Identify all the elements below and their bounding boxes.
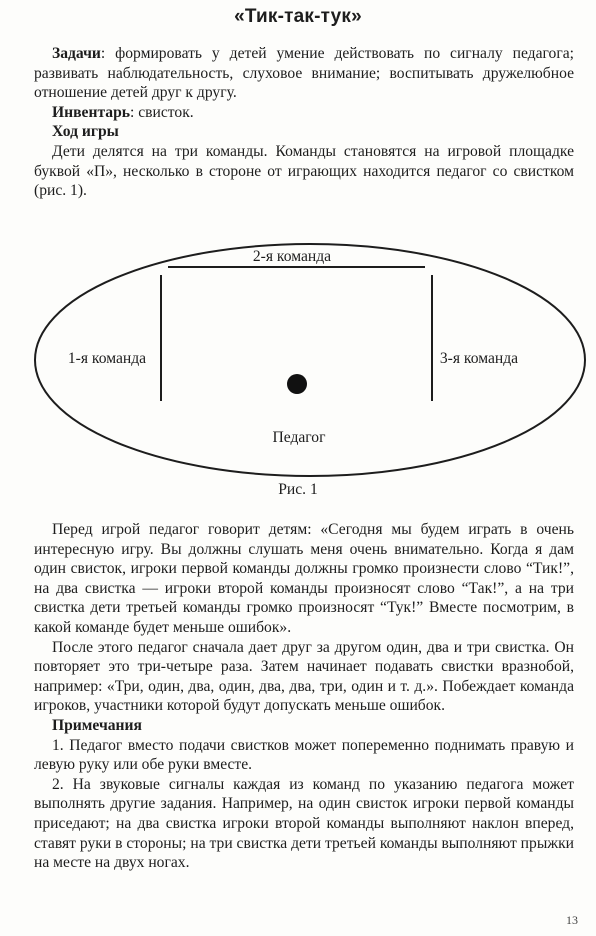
tasks-text: : формировать у детей умение действовать по сигналу педагога; развивать наблюдательность, слуховое внимание; воспитывать дружелюбное отношение детей друг к другу. <box>34 45 574 102</box>
field-diagram <box>30 220 590 520</box>
paragraph-1: Перед игрой педагог говорит детям: «Сегодня мы будем играть в очень интересную игру. Вы должны слушать меня очень внимательно. Когда я дам один свисток, игроки первой команды должны громко произнести слово “Тик!”, на два свистка — игроки второй команды произносят слово “Так!”, а на три свистка дети третьей команды громко произносят “Тук!” Вместе посмотрим, в какой команде будет меньше ошибок». <box>34 521 574 636</box>
inventory-label: Инвентарь <box>52 103 131 121</box>
teacher-label: Педагог <box>272 429 326 446</box>
team2-label: 2-я команда <box>252 248 332 265</box>
page-number: 13 <box>566 913 578 927</box>
tasks-paragraph <box>34 44 574 103</box>
note-1: 1. Педагог вместо подачи свистков может попеременно поднимать правую и левую руку или обе руки вместе. <box>34 736 574 774</box>
teacher-dot <box>287 374 307 394</box>
notes-heading: Примечания <box>52 716 142 734</box>
figure-caption: Рис. 1 <box>278 481 318 498</box>
note-2: 2. На звуковые сигналы каждая из команд по указанию педагога может выполнять другие задания. Например, на один свисток игроки первой команды приседают; на два свистка игроки второй команды выполняют наклон вперед, ставят руки в стороны; на три свистка дети третьей команды выполняют прыжки на месте на двух ногах. <box>34 775 574 872</box>
paragraph-2: После этого педагог сначала дает друг за другом один, два и три свистка. Он повторяет это три-четыре раза. Затем начинает подавать свистки вразнобой, например: «Три, один, два, один, два, два, три, один и т. д.». Побеждает команда игроков, участники которой будут допускать меньше ошибок. <box>34 638 574 715</box>
intro-paragraph: Дети делятся на три команды. Команды становятся на игровой площадке буквой «П», несколько в стороне от играющих находится педагог со свистком (рис. 1). <box>34 142 574 200</box>
tasks-label: Задачи <box>52 45 101 62</box>
game-heading: Ход игры <box>52 123 119 141</box>
inventory-paragraph <box>34 103 574 123</box>
team1-label: 1-я команда <box>67 350 147 367</box>
intro-section <box>34 44 574 201</box>
inventory-text: : свисток. <box>130 103 194 121</box>
team3-label: 3-я команда <box>439 350 519 367</box>
page-title: «Тик-так-тук» <box>234 6 362 27</box>
main-section <box>34 520 574 873</box>
